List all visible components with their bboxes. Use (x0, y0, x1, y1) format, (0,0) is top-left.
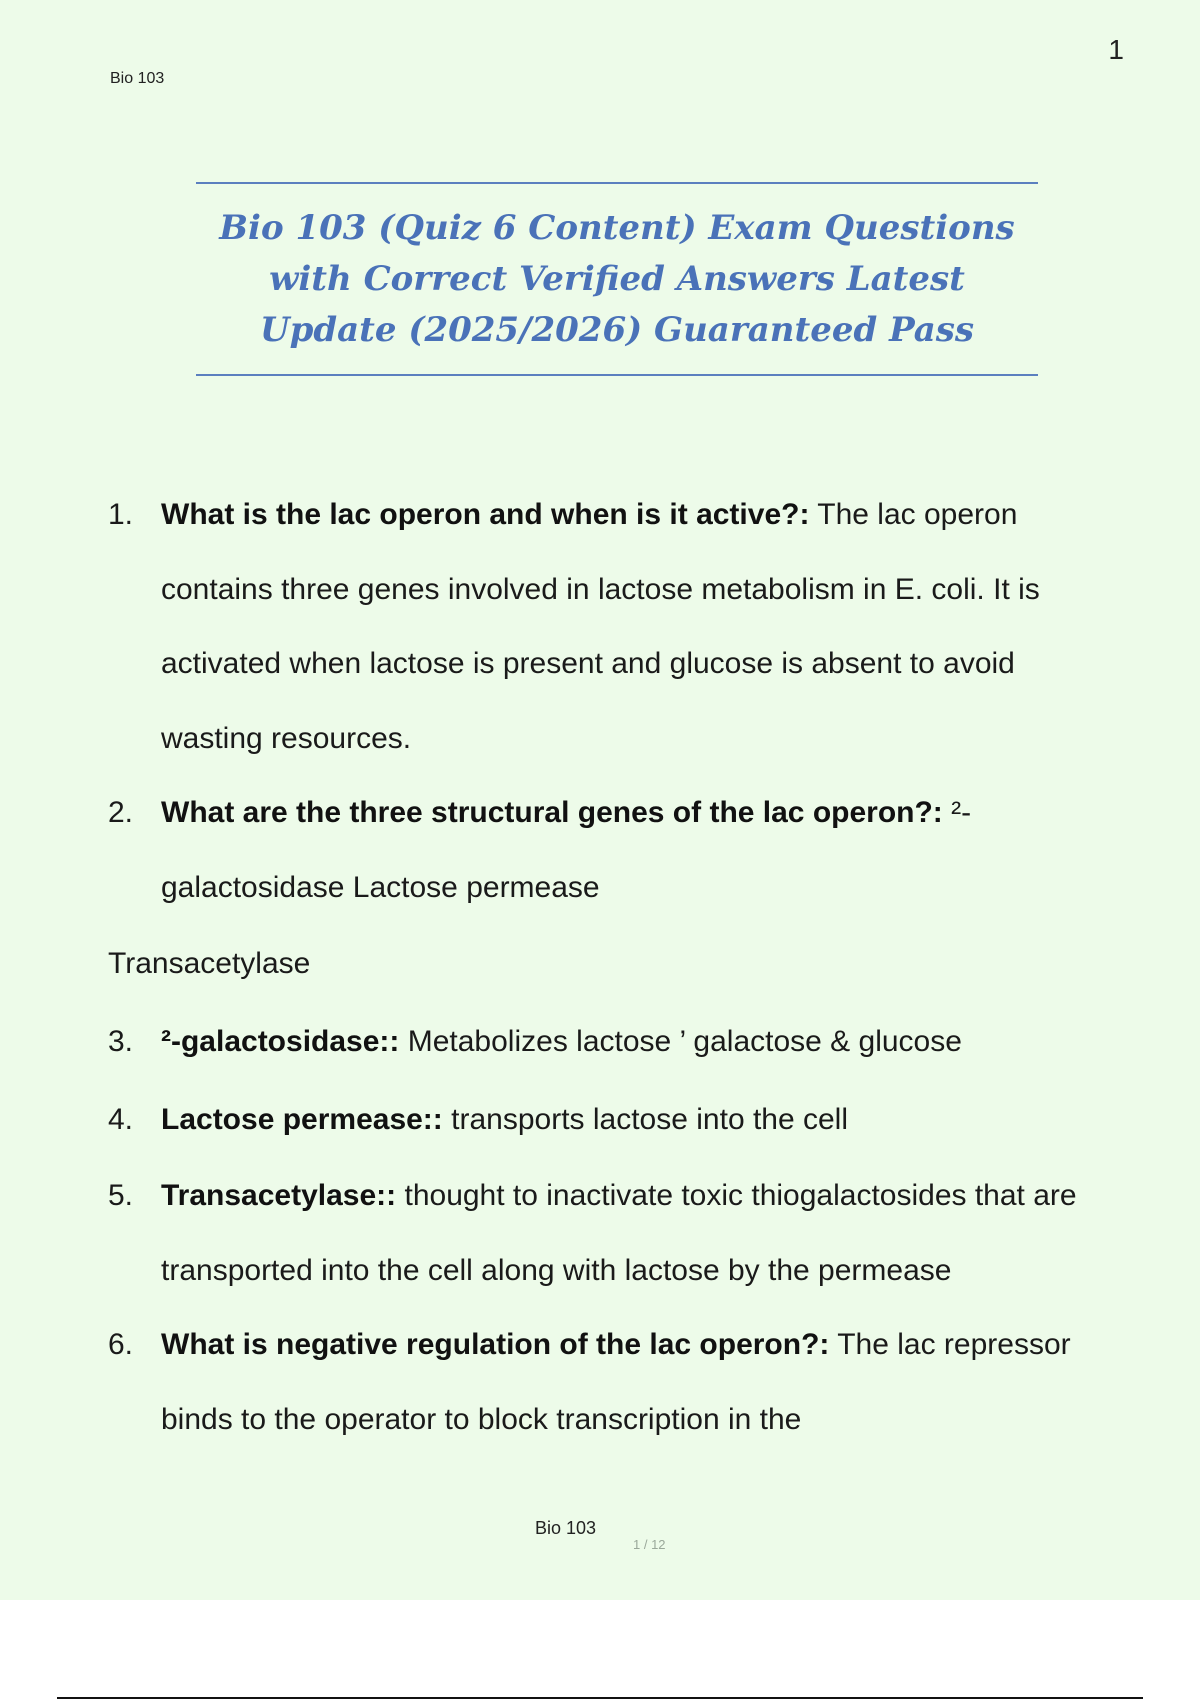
question-list (108, 478, 1118, 1457)
item-question: Transacetylase:: (161, 1179, 397, 1212)
list-item (108, 478, 1118, 776)
item-number: 3. (108, 1025, 134, 1058)
item-question: What are the three structural genes of the lac operon?: (161, 796, 943, 829)
running-header: Bio 103 (110, 70, 165, 87)
item-answer: The lac operon contains three genes involved in lactose metabolism in E. coli. It is activated when lactose is present and glucose is absent to avoid wasting resources. (161, 498, 1040, 755)
page-number: 1 (1108, 34, 1124, 65)
list-item (108, 1308, 1118, 1457)
title-block (196, 182, 1038, 376)
list-item (108, 776, 1118, 925)
list-item (108, 1159, 1118, 1308)
item-question: ²-galactosidase:: (161, 1025, 400, 1058)
item-answer: ²-galactosidase Lactose permease (161, 796, 972, 904)
item-answer: The lac repressor binds to the operator to block transcription in the (161, 1328, 1071, 1436)
running-footer: Bio 103 (535, 1518, 597, 1538)
document-title: Bio 103 (Quiz 6 Content) Exam Questions with Correct Verified Answers Latest Update (2025/2026) Guaranteed Pass (219, 207, 1015, 350)
item-answer: Metabolizes lactose ’ galactose & glucose (407, 1025, 962, 1058)
list-item (108, 1003, 1118, 1081)
item-question: What is the lac operon and when is it active?: (161, 498, 810, 531)
item-number: 1. (108, 498, 134, 531)
list-item (108, 1081, 1118, 1159)
item-number: 2. (108, 796, 134, 829)
item-question: What is negative regulation of the lac operon?: (161, 1328, 830, 1361)
item-number: 4. (108, 1103, 134, 1136)
item-number: 5. (108, 1179, 134, 1212)
item-answer: transports lactose into the cell (451, 1103, 849, 1136)
continuation-line: Transacetylase (108, 947, 311, 980)
page-count: 1 / 12 (633, 1537, 666, 1552)
item-number: 6. (108, 1328, 134, 1361)
item-answer: thought to inactivate toxic thiogalactosides that are transported into the cell along with lactose by the permease (161, 1179, 1077, 1287)
item-question: Lactose permease:: (161, 1103, 443, 1136)
page-divider (57, 1697, 1143, 1699)
